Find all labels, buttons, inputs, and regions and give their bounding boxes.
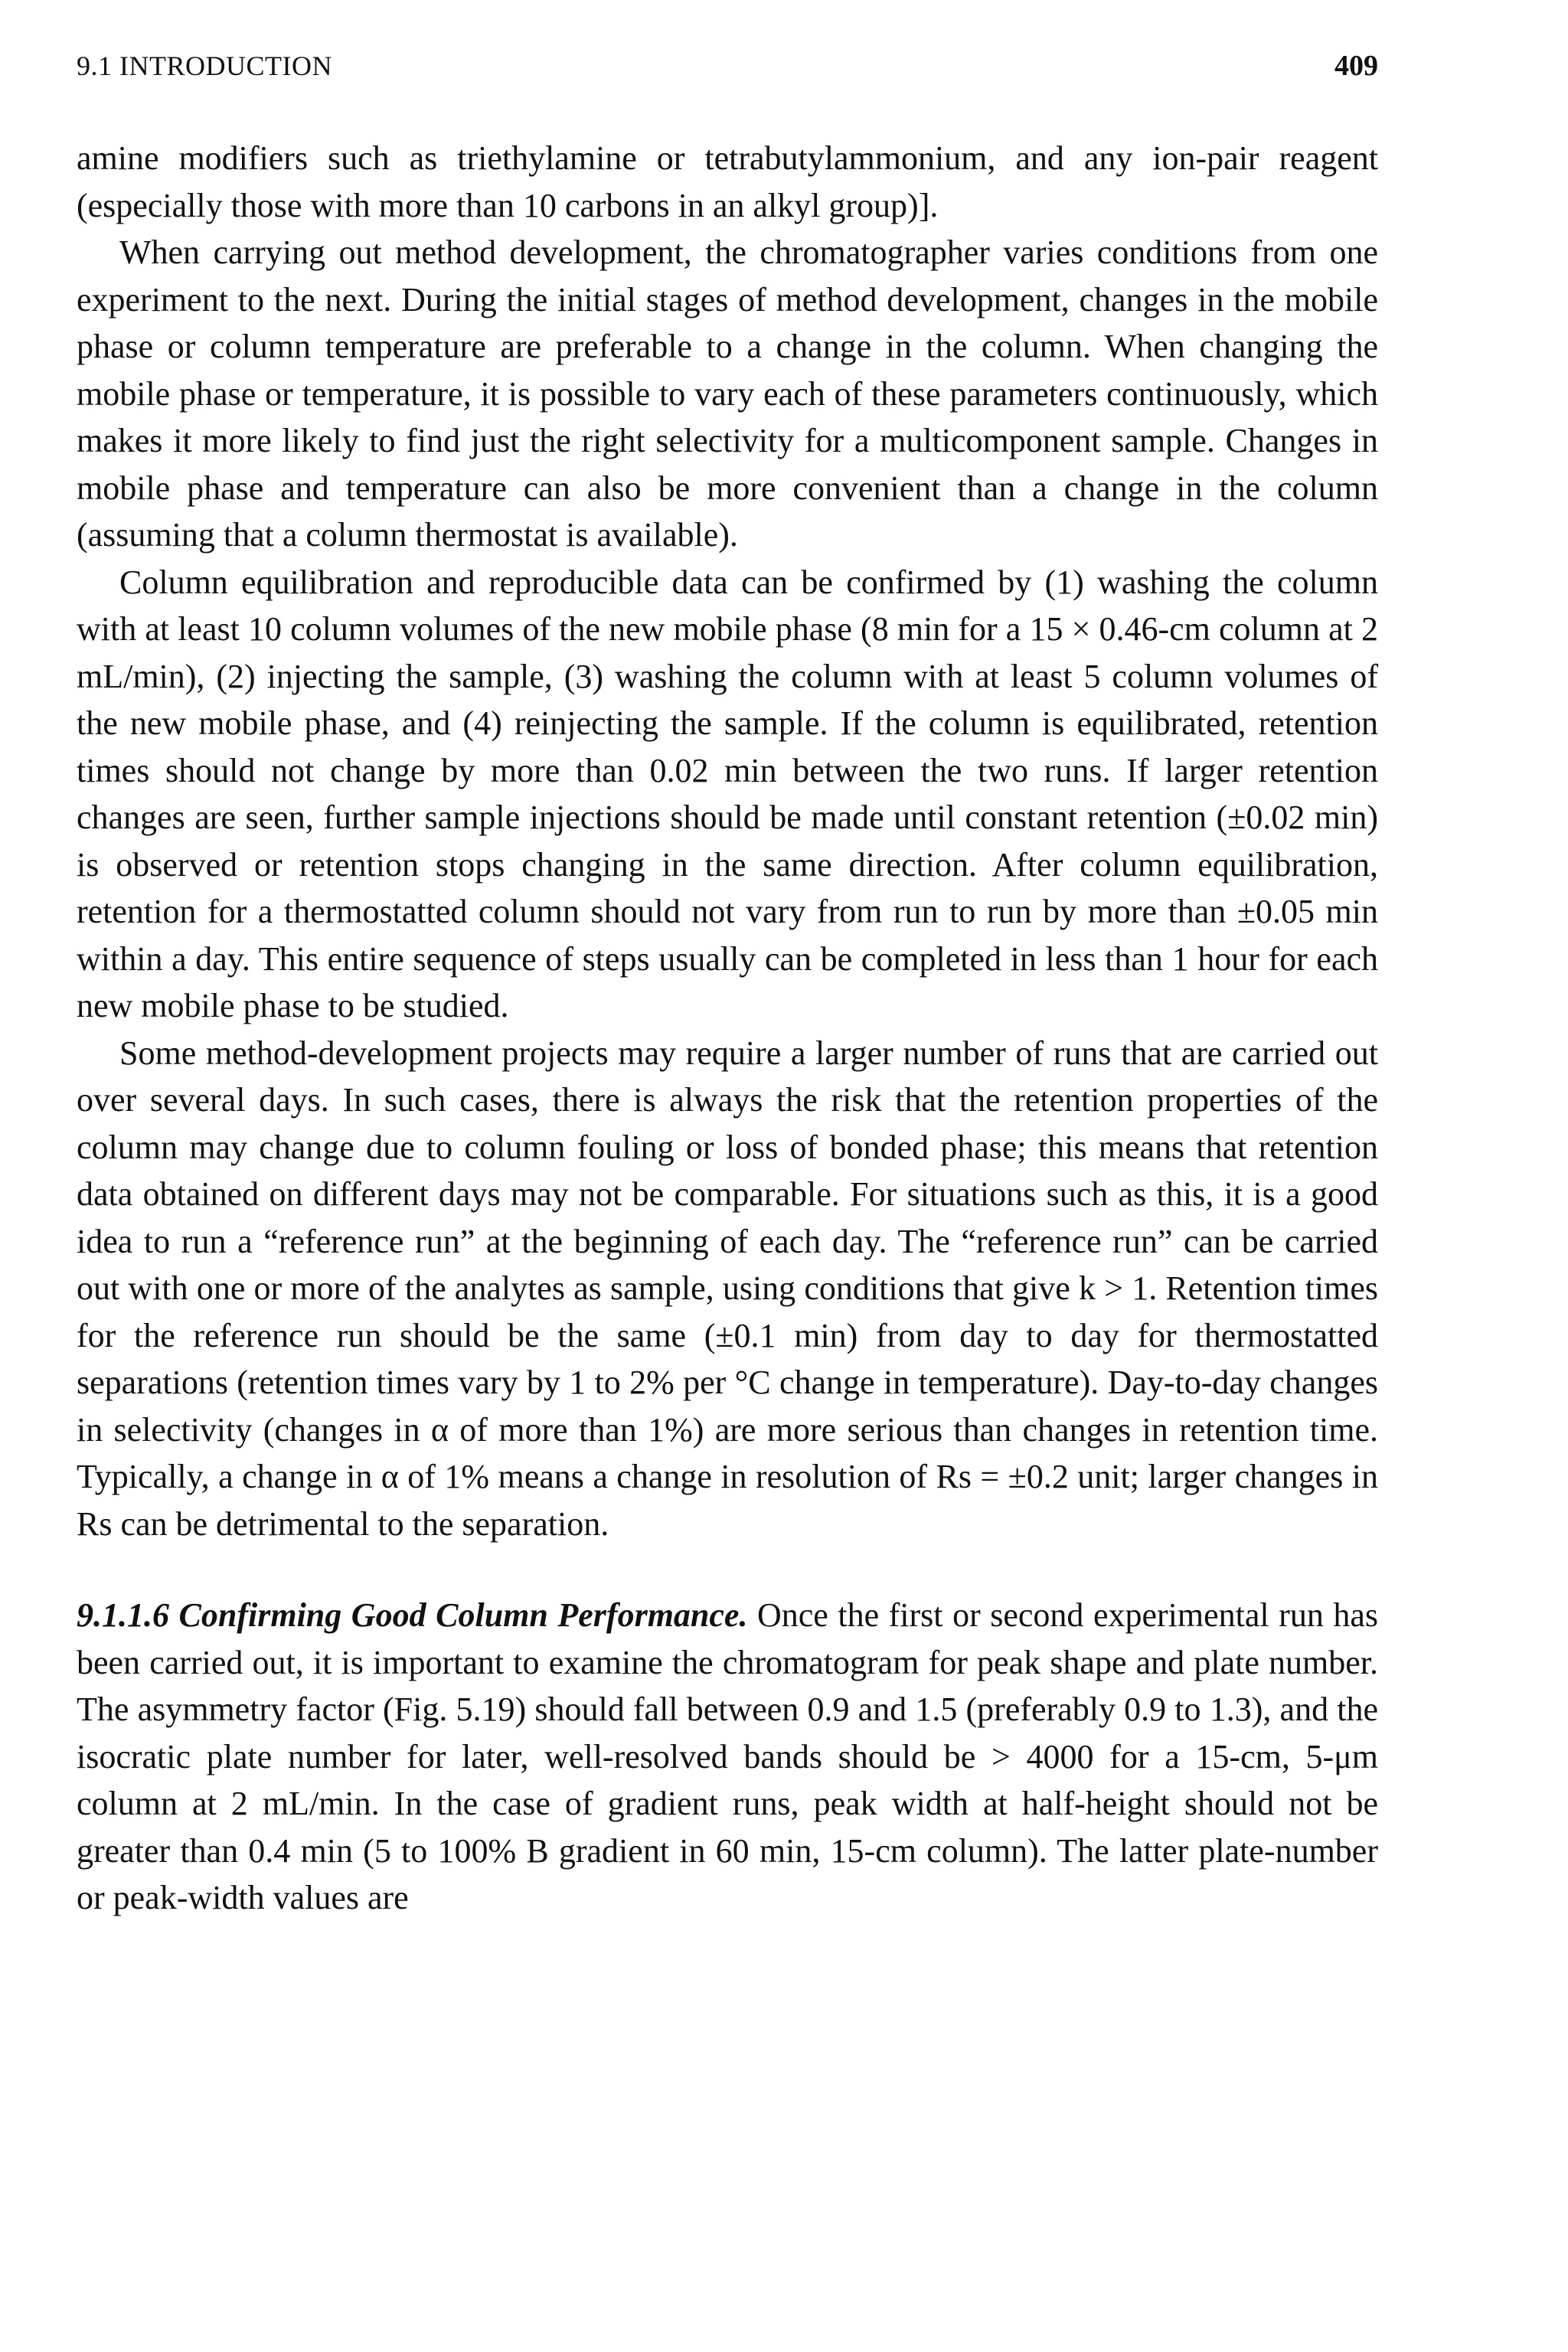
document-page (77, 49, 1378, 1922)
page-number: 409 (1334, 50, 1378, 82)
subsection-paragraph (77, 1592, 1378, 1922)
paragraph-reference-run: Some method-development projects may require a larger number of runs that are carried out over several days. In such cases, there is always the risk that the retention properties of the column may change due to column fouling or loss of bonded phase; this means that retention data obtained on different days may not be comparable. For situations such as this, it is a good idea to run a “reference run” at the beginning of each day. The “reference run” can be carried out with one or more of the analytes as sample, using conditions that give k > 1. Retention times for the reference run should be the same (±0.1 min) from day to day for thermostatted separations (retention times vary by 1 to 2% per °C change in temperature). Day-to-day changes in selectivity (changes in α of more than 1%) are more serious than changes in retention time. Typically, a change in α of 1% means a change in resolution of Rs = ±0.2 unit; larger changes in Rs can be detrimental to the separation. (77, 1034, 1378, 1543)
subsection-title: 9.1.1.6 Confirming Good Column Performance. (77, 1596, 748, 1634)
body-text (77, 135, 1378, 1922)
paragraph-method-development: When carrying out method development, the chromatographer varies conditions from one experiment to the next. During the initial stages of method development, changes in the mobile phase or column temperature are preferable to a change in the column. When changing the mobile phase or temperature, it is possible to vary each of these parameters continuously, which makes it more likely to find just the right selectivity for a multicomponent sample. Changes in mobile phase and temperature can also be more convenient than a change in the column (assuming that a column thermostat is available). (77, 234, 1378, 554)
paragraph-column-equilibration: Column equilibration and reproducible data can be confirmed by (1) washing the column with at least 10 column volumes of the new mobile phase (8 min for a 15 × 0.46-cm column at 2 mL/min), (2) injecting the sample, (3) washing the column with at least 5 column volumes of the new mobile phase, and (4) reinjecting the sample. If the column is equilibrated, retention times should not change by more than 0.02 min between the two runs. If larger retention changes are seen, further sample injections should be made until constant retention (±0.02 min) is observed or retention stops changing in the same direction. After column equilibration, retention for a thermostatted column should not vary from run to run by more than ±0.05 min within a day. This entire sequence of steps usually can be completed in less than 1 hour for each new mobile phase to be studied. (77, 563, 1378, 1024)
paragraph-continuation: amine modifiers such as triethylamine or tetrabutylammonium, and any ion-pair reagent (especially those with more than 10 carbons in an alkyl group)]. (77, 139, 1378, 224)
running-head (77, 49, 1378, 95)
subsection-text: Once the first or second experimental run has been carried out, it is important to examine the chromatogram for peak shape and plate number. The asymmetry factor (Fig. 5.19) should fall between 0.9 and 1.5 (preferably 0.9 to 1.3), and the isocratic plate number for later, well-resolved bands should be > 4000 for a 15-cm, 5-μm column at 2 mL/min. In the case of gradient runs, peak width at half-height should not be greater than 0.4 min (5 to 100% B gradient in 60 min, 15-cm column). The latter plate-number or peak-width values are (77, 1596, 1379, 1916)
section-heading: 9.1 INTRODUCTION (77, 51, 332, 81)
